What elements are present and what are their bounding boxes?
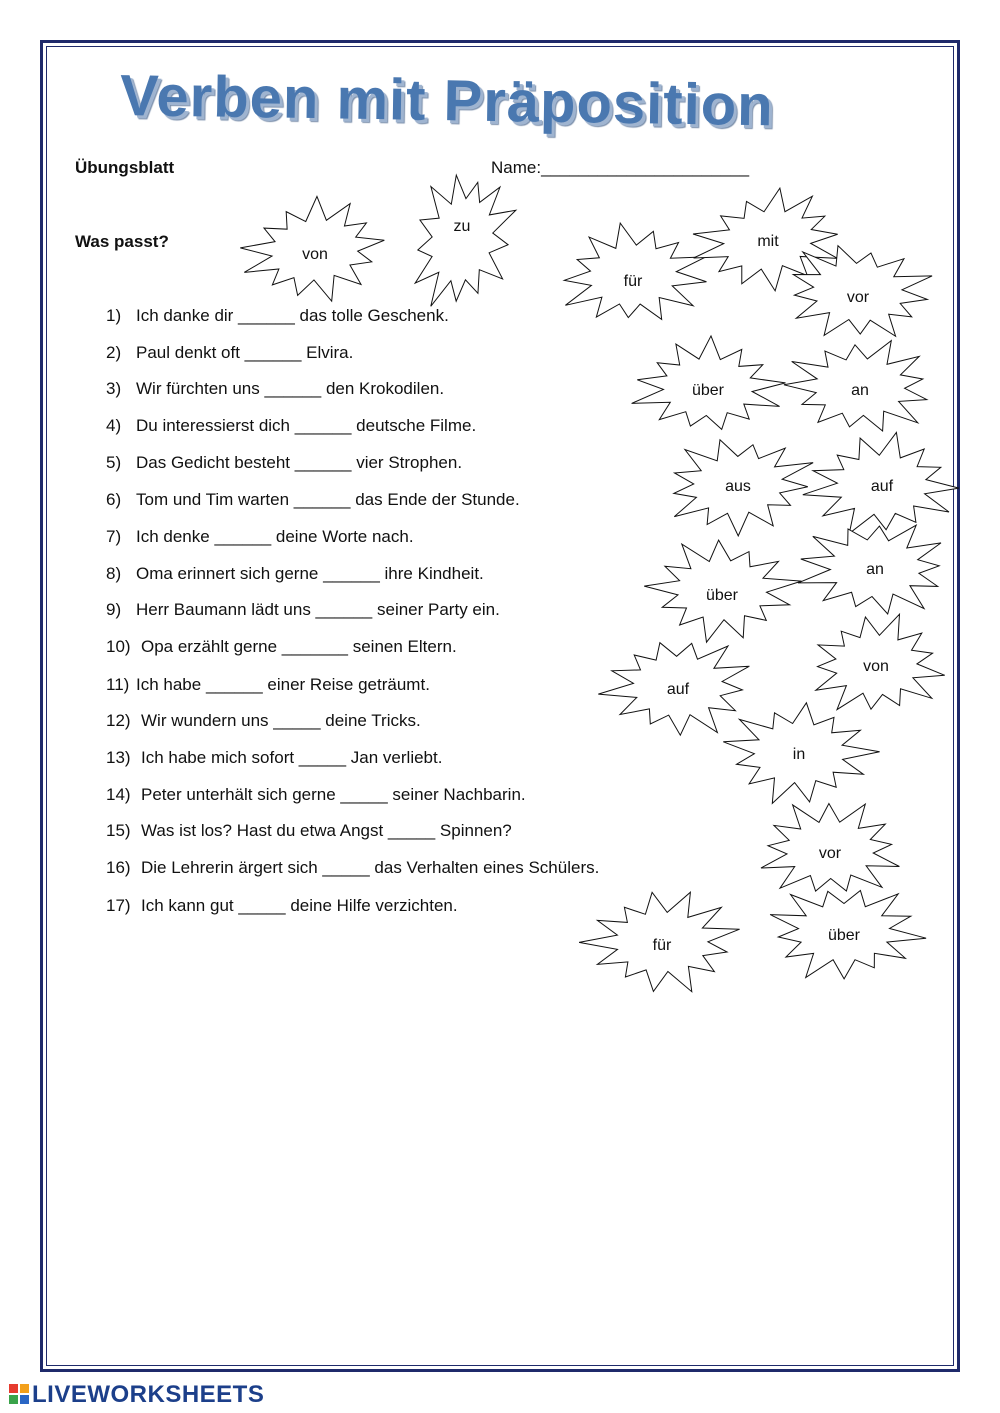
exercise-number: 14) xyxy=(106,785,131,804)
exercise-sentence: Wir fürchten uns ______ den Krokodilen. xyxy=(136,379,445,398)
word-star[interactable] xyxy=(668,432,819,541)
word-star-label: von xyxy=(302,246,328,263)
exercise-number: 4) xyxy=(106,416,122,435)
word-star-label: von xyxy=(863,658,889,675)
exercise-sentence: Tom und Tim warten ______ das Ende der Stunde. xyxy=(136,490,520,509)
exercise-sentence: Ich danke dir ______ das tolle Geschenk. xyxy=(136,306,449,325)
word-star[interactable] xyxy=(788,242,934,344)
exercise-sentence: Wir wundern uns _____ deine Tricks. xyxy=(141,711,421,730)
exercise-sentence: Ich habe ______ einer Reise geträumt. xyxy=(136,675,430,694)
word-star[interactable] xyxy=(579,892,740,992)
exercise-number: 8) xyxy=(106,564,122,583)
exercise-sentence: Paul denkt oft ______ Elvira. xyxy=(136,343,354,362)
word-star[interactable] xyxy=(235,188,392,313)
exercise-number: 2) xyxy=(106,343,122,362)
exercise-sentence: Du interessierst dich ______ deutsche Filme. xyxy=(136,416,477,435)
worksheet-title: Verben mit Präposition xyxy=(119,63,775,139)
word-star-label: über xyxy=(827,927,861,944)
word-star[interactable] xyxy=(598,643,749,736)
word-star-label: vor xyxy=(818,845,842,862)
word-star-label: in xyxy=(792,746,806,763)
exercise-number: 12) xyxy=(106,711,131,730)
word-star-label: an xyxy=(851,382,869,399)
word-star-label: vor xyxy=(846,289,870,306)
exercise-sentence: Opa erzählt gerne _______ seinen Eltern. xyxy=(141,637,457,656)
exercise-number: 3) xyxy=(106,379,122,398)
word-star[interactable] xyxy=(798,525,941,614)
word-star[interactable] xyxy=(644,540,801,642)
word-star-shape xyxy=(399,169,525,322)
word-star-label: aus xyxy=(725,478,751,495)
exercise-sentence: Was ist los? Hast du etwa Angst _____ Spinnen? xyxy=(141,821,512,840)
word-star-label: über xyxy=(705,587,739,604)
word-star[interactable] xyxy=(761,804,899,892)
exercise-number: 16) xyxy=(106,858,131,877)
word-star-label: für xyxy=(652,937,672,954)
liveworksheets-logo-icon xyxy=(8,1383,30,1405)
word-star[interactable] xyxy=(816,614,945,709)
word-star-label: auf xyxy=(666,681,690,698)
word-star-label: auf xyxy=(870,478,894,495)
exercise-number: 6) xyxy=(106,490,122,509)
exercise-number: 15) xyxy=(106,821,131,840)
word-star-label: über xyxy=(691,382,725,399)
exercise-sentence: Die Lehrerin ärgert sich _____ das Verhalten eines Schülers. xyxy=(141,858,600,877)
word-star[interactable] xyxy=(399,169,525,322)
exercise-number: 9) xyxy=(106,600,122,619)
word-star[interactable] xyxy=(803,432,959,533)
question-label: Was passt? xyxy=(75,232,169,251)
exercise-number: 11) xyxy=(106,675,130,694)
word-star-label: an xyxy=(866,561,884,578)
exercise-number: 7) xyxy=(106,527,122,546)
exercise-sentence: Ich kann gut _____ deine Hilfe verzichten. xyxy=(141,896,458,915)
word-star-shape xyxy=(559,216,711,328)
exercise-number: 10) xyxy=(106,637,131,656)
exercise-number: 17) xyxy=(106,896,131,915)
exercise-number: 13) xyxy=(106,748,131,767)
exercise-sentence: Herr Baumann lädt uns ______ seiner Party ein. xyxy=(136,600,500,619)
exercise-number: 5) xyxy=(106,453,122,472)
word-star-label: zu xyxy=(453,218,471,235)
exercise-number: 1) xyxy=(106,306,122,325)
sheet-label: Übungsblatt xyxy=(75,158,175,177)
footer-brand-text: LIVEWORKSHEETS xyxy=(32,1381,265,1408)
word-star-label: für xyxy=(623,273,643,290)
exercise-sentence: Ich denke ______ deine Worte nach. xyxy=(136,527,414,546)
word-star[interactable] xyxy=(770,891,926,979)
word-star[interactable] xyxy=(723,703,879,804)
exercise-sentence: Ich habe mich sofort _____ Jan verliebt. xyxy=(141,748,443,767)
footer-brand xyxy=(8,1381,264,1409)
word-star[interactable] xyxy=(784,341,927,431)
exercise-sentence: Oma erinnert sich gerne ______ ihre Kindheit. xyxy=(136,564,484,583)
word-star[interactable] xyxy=(632,336,786,430)
word-star-label: mit xyxy=(757,233,779,250)
exercise-sentence: Peter unterhält sich gerne _____ seiner Nachbarin. xyxy=(141,785,526,804)
word-star[interactable] xyxy=(559,216,711,328)
name-field[interactable]: Name:______________________ xyxy=(491,158,750,177)
exercise-sentence: Das Gedicht besteht ______ vier Strophen. xyxy=(136,453,463,472)
